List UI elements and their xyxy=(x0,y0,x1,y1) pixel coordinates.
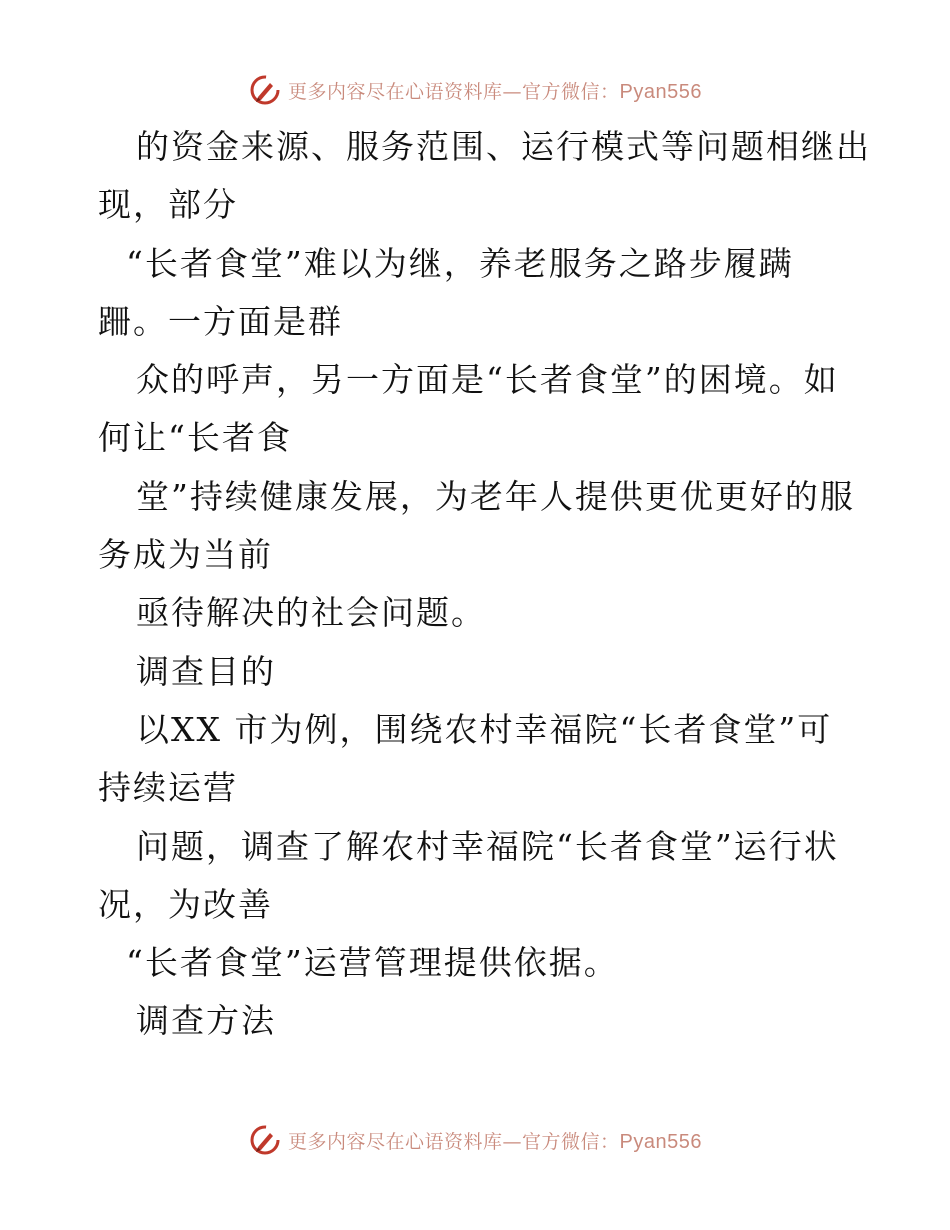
text-line: 况，为改善 xyxy=(98,884,273,924)
section-heading: 调查目的 xyxy=(136,651,276,691)
watermark-text: 更多内容尽在心语资料库—官方微信：Pyan556 xyxy=(288,80,702,103)
text-line: “长者食堂”运营管理提供依据。 xyxy=(126,943,619,983)
text-line: 亟待解决的社会问题。 xyxy=(136,593,486,633)
text-line: “长者食堂”难以为继，养老服务之路步履蹒 xyxy=(126,243,794,283)
text-line: 问题，调查了解农村幸福院“长者食堂”运行状 xyxy=(136,826,839,866)
watermark-text: 更多内容尽在心语资料库—官方微信：Pyan556 xyxy=(288,1130,702,1153)
text-line: 持续运营 xyxy=(98,768,238,808)
text-line: 何让“长者食 xyxy=(98,418,292,458)
section-heading: 调查方法 xyxy=(136,1001,276,1041)
text-line: 现，部分 xyxy=(98,185,238,225)
pen-circle-logo-icon xyxy=(248,73,282,107)
pen-circle-logo-icon xyxy=(248,1123,282,1157)
document-body xyxy=(98,118,871,1051)
text-line: 跚。一方面是群 xyxy=(98,301,343,341)
footer-watermark xyxy=(0,1120,950,1160)
text-line: 堂”持续健康发展，为老年人提供更优更好的服 xyxy=(136,476,855,516)
header-watermark xyxy=(0,70,950,110)
text-line: 的资金来源、服务范围、运行模式等问题相继出 xyxy=(136,127,871,166)
text-line: 务成为当前 xyxy=(98,535,273,575)
text-line: 以XX 市为例，围绕农村幸福院“长者食堂”可 xyxy=(136,709,833,749)
text-line: 众的呼声，另一方面是“长者食堂”的困境。如 xyxy=(136,360,839,400)
